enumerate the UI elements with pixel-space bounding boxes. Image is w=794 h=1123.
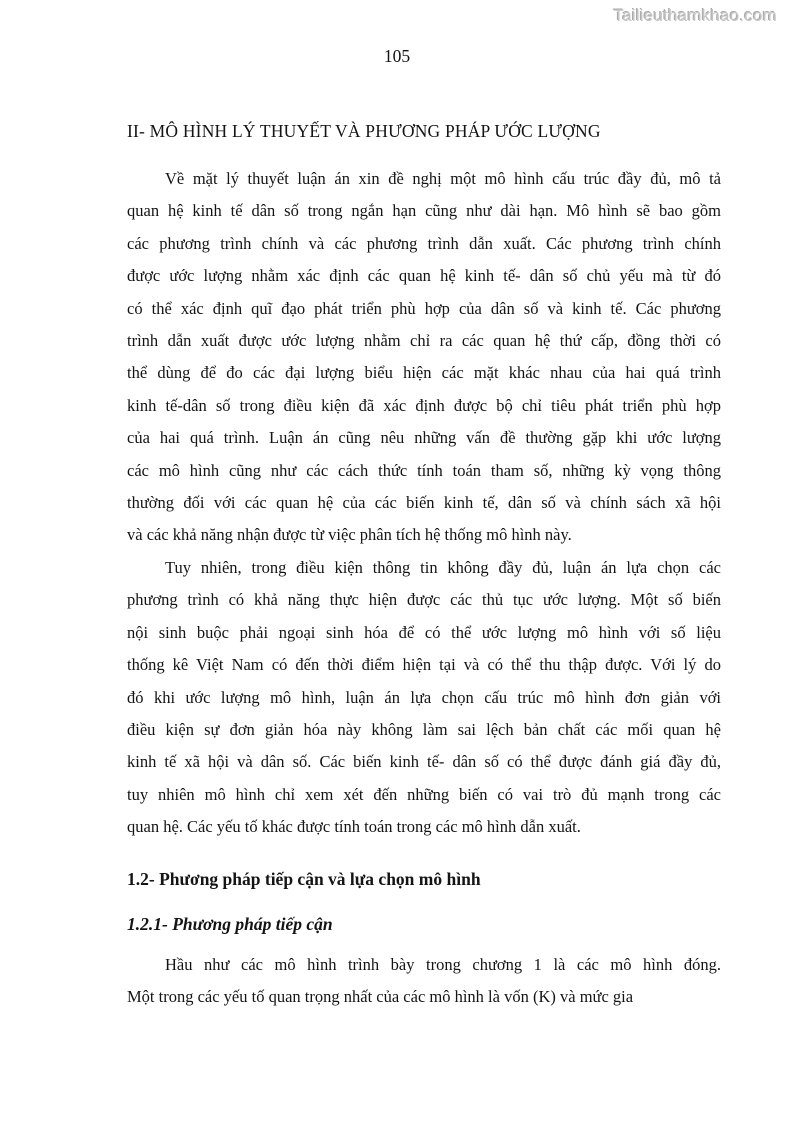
paragraph-line: đó khi ước lượng mô hình, luận án lựa chọn cấu trúc mô hình đơn giản với — [127, 687, 721, 707]
subsection-heading: 1.2.1- Phương pháp tiếp cận — [127, 913, 333, 934]
paragraph-line: quan hệ. Các yếu tố khác được tính toán trong các mô hình dẫn xuất. — [127, 817, 581, 837]
paragraph-line: thể dùng để đo các đại lượng biểu hiện các mặt khác nhau của hai quá trình — [127, 363, 721, 383]
paragraph-line: thống kê Việt Nam có đến thời điểm hiện tại và có thể thu thập được. Với lý do — [127, 655, 721, 675]
section-heading: 1.2- Phương pháp tiếp cận và lựa chọn mô hình — [127, 868, 481, 889]
paragraph-line: các mô hình cũng như các cách thức tính toán tham số, những kỳ vọng thông — [127, 460, 721, 480]
paragraph-line: và các khả năng nhận được từ việc phân tích hệ thống mô hình này. — [127, 525, 572, 545]
paragraph-line: có thể xác định quĩ đạo phát triển phù hợp của dân số và kinh tế. Các phương — [127, 298, 721, 318]
paragraph-line: điều kiện sự đơn giản hóa này không làm sai lệch bản chất các mối quan hệ — [127, 719, 721, 739]
paragraph-line: tuy nhiên mô hình chỉ xem xét đến những biến có vai trò đủ mạnh trong các — [127, 784, 721, 804]
paragraph-line: Một trong các yếu tố quan trọng nhất của các mô hình là vốn (K) và mức gia — [127, 986, 634, 1006]
watermark-site-label: Tailieuthamkhao.com — [613, 6, 777, 25]
paragraph-line: các phương trình chính và các phương trình dẫn xuất. Các phương trình chính — [127, 233, 721, 253]
paragraph-line: được ước lượng nhằm xác định các quan hệ kinh tế- dân số chủ yếu mà từ đó — [127, 266, 721, 286]
paragraph-line: Tuy nhiên, trong điều kiện thông tin không đầy đủ, luận án lựa chọn các — [165, 557, 721, 577]
page-number: 105 — [383, 46, 411, 66]
text-block — [127, 120, 721, 1013]
paragraph-line: trình dẫn xuất được ước lượng nhằm chỉ ra các quan hệ thứ cấp, đồng thời có — [127, 331, 721, 351]
paragraph-line: nội sinh buộc phải ngoại sinh hóa để có thể ước lượng mô hình với số liệu — [127, 622, 721, 642]
main-heading: II- MÔ HÌNH LÝ THUYẾT VÀ PHƯƠNG PHÁP ƯỚC LƯỢNG — [127, 121, 601, 141]
paragraph-line: phương trình có khả năng thực hiện được các thủ tục ước lượng. Một số biến — [127, 590, 721, 610]
paragraph-line: thường đối với các quan hệ của các biến kinh tế, dân số và chính sách xã hội — [127, 493, 721, 513]
paragraph-line: Hầu như các mô hình trình bày trong chương 1 là các mô hình đóng. — [165, 954, 721, 974]
paragraph-line: của hai quá trình. Luận án cũng nêu những vấn đề thường gặp khi ước lượng — [127, 428, 721, 448]
paragraph-line: kinh tế xã hội và dân số. Các biến kinh tế- dân số có thể được đánh giá đầy đủ, — [127, 752, 721, 772]
paragraph-line: quan hệ kinh tế dân số trong ngắn hạn cũng như dài hạn. Mô hình sẽ bao gồm — [127, 201, 721, 221]
paragraph-line: Về mặt lý thuyết luận án xin đề nghị một mô hình cấu trúc đầy đủ, mô tả — [165, 169, 721, 188]
paragraph-line: kinh tế-dân số trong điều kiện đã xác định được bộ chỉ tiêu phát triển phù hợp — [127, 395, 721, 415]
